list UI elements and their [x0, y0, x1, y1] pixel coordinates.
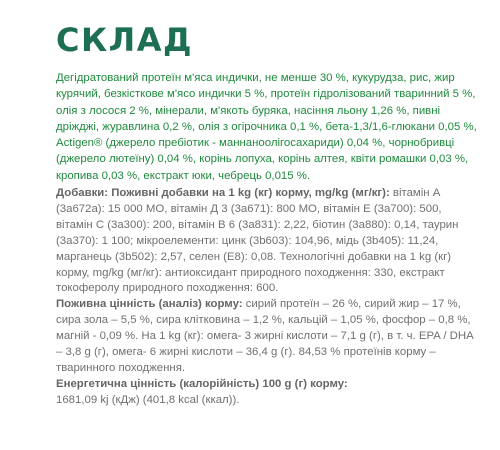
nutrition-label: Поживна цінність (аналіз) корму: — [56, 298, 243, 311]
page-title: СКЛАД — [56, 21, 193, 59]
additives-label: Добавки: Поживні добавки на 1 kg (кг) корму, mg/kg (мг/кг): — [56, 187, 390, 199]
details-section — [56, 186, 481, 409]
energy-text: 1681,09 kj (кДж) (401,8 kcal (ккал)). — [56, 393, 240, 406]
composition-paragraph: Дегідратований протеїн м'яса индички, не менше 30 %, кукурудза, рис, жир курячий, безкісткове м'ясо индички 5 %, протеїн гідролізований тваринний 5 %, олія з лосося 2 %, мінерали, м'якоть буряка, насіння льону 1,26 %, пивні дріжджі, журавлина 0,2 %, олія з огірочника 0,1 %, бета-1,3/1,6-глюкани 0,05 %, Actigen® (джерело пребіотик - маннаноолігосахариди) 0,04 %, чорнобривці (джерело лютеїну) 0,04 %, корінь лопуха, корінь алтея, квіти ромашки 0,03 %, кропива 0,03 %, екстракт юки, чебрець 0,015 %. — [56, 72, 477, 182]
additives-text: вітамін A (3a672a): 15 000 МО, вітамін Д 3 (3a671): 800 МО, вітамін E (3a700): 500, вітамін C (3a300): 200, вітамін В 6 (3a831): 2,22, біотин (3a880): 0,14, таурин (3a370): 1 100; мікроелементи: цинк (3b603): 104,96, мідь (3b405): 11,24, марганець (3b502): 2,57, селен (E8): 0,08. Технологічні добавки на 1 kg (кг) корму, mg/kg (мг/кг): антиоксидант природного походження: 330, екстракт токоферолу природного походження: 600. — [56, 187, 459, 295]
energy-label-line — [56, 377, 481, 393]
nutrition-text: сирий протеїн – 26 %, сирий жир – 17 %, сира зола – 5,5 %, сира клітковина – 1,2 %, кальцій – 1,05 %, фосфор – 0,8 %, магній - 0,09 %. На 1 kg (кг): омега- 3 жирні кислоти – 7,1 g (г), в т. ч. EPA / DHA – 3,8 g (г), омега- 6 жирні кислоти – 36,4 g (г). 84,53 % протеїнів корму – тваринного походження. — [56, 298, 474, 374]
additives-paragraph — [56, 186, 481, 297]
energy-value-line — [56, 393, 481, 409]
energy-label: Енергетична цінність (калорійність) 100 g (г) корму: — [56, 377, 348, 390]
nutrition-paragraph — [56, 297, 481, 377]
